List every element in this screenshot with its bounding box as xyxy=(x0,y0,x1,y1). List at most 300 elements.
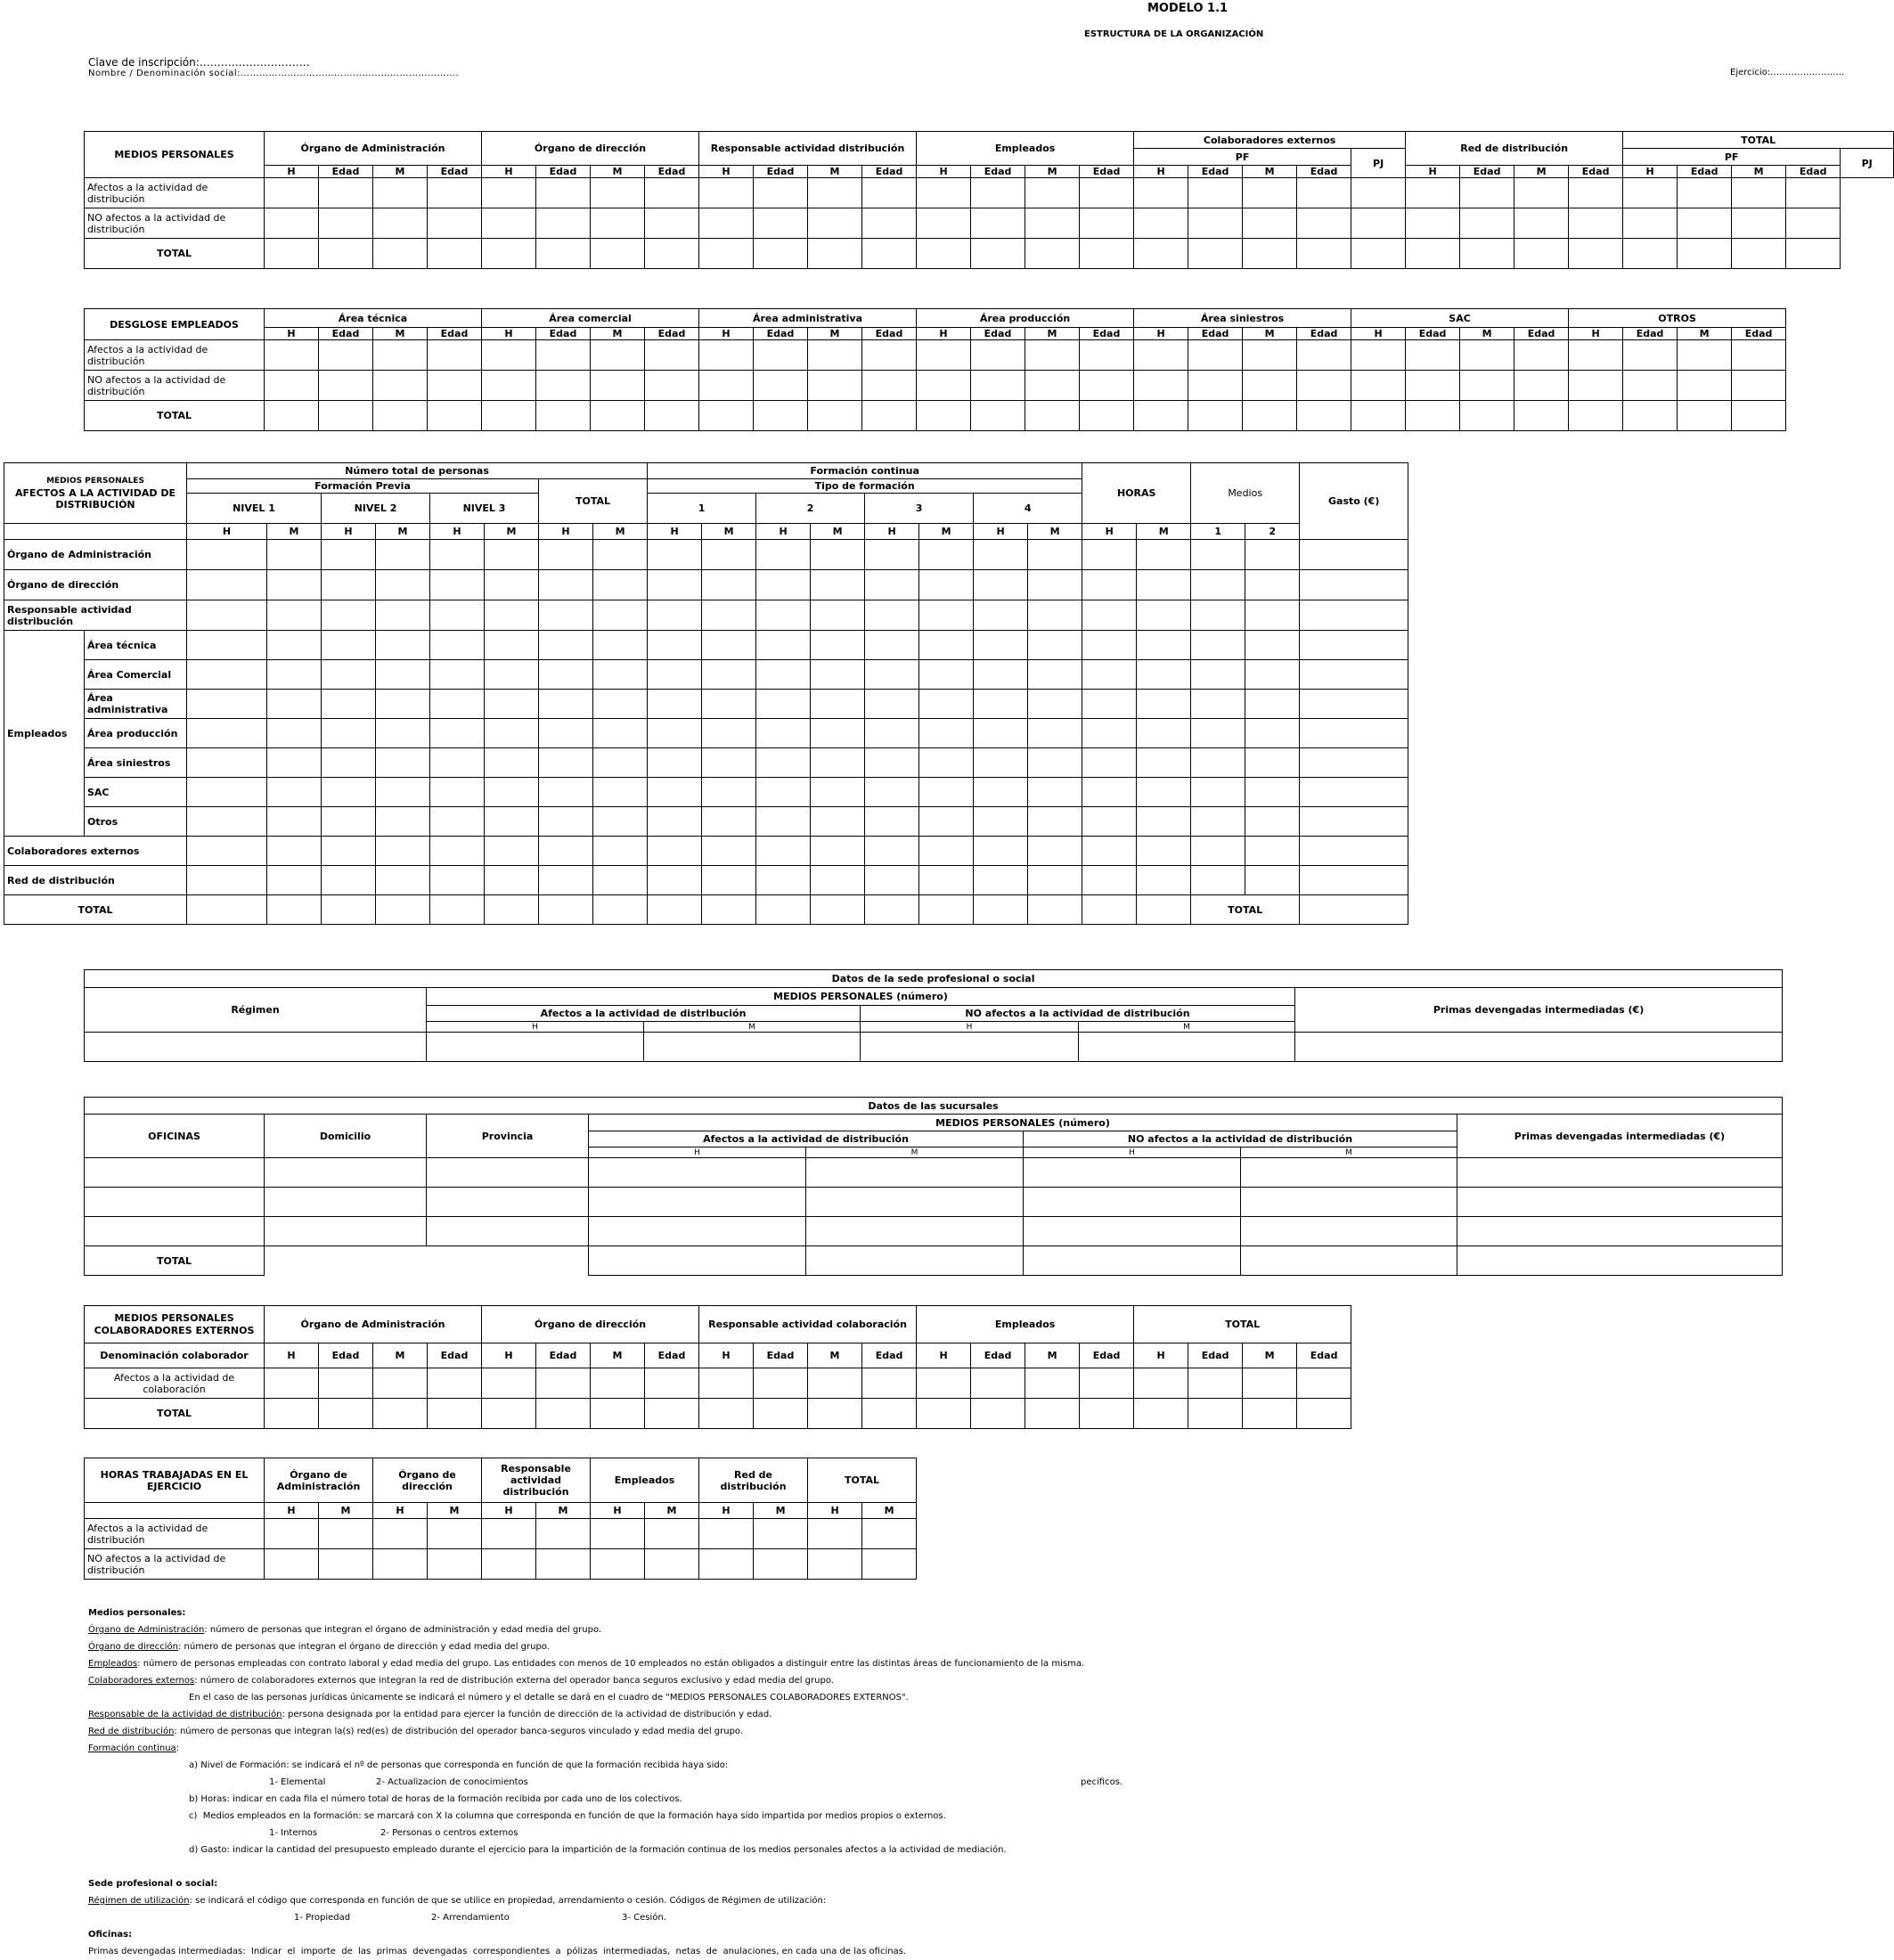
data-cell[interactable] xyxy=(1245,778,1300,807)
data-cell[interactable] xyxy=(754,1399,808,1429)
data-cell[interactable] xyxy=(862,371,917,401)
data-cell[interactable] xyxy=(648,895,702,925)
data-cell[interactable] xyxy=(1137,866,1191,895)
data-cell[interactable] xyxy=(702,660,756,690)
data-cell[interactable] xyxy=(1024,1217,1241,1246)
data-cell[interactable] xyxy=(1297,371,1351,401)
data-cell[interactable] xyxy=(811,748,865,778)
data-cell[interactable] xyxy=(428,239,482,269)
data-cell[interactable] xyxy=(644,1033,861,1062)
data-cell[interactable] xyxy=(1243,401,1297,431)
data-cell[interactable] xyxy=(756,748,811,778)
data-cell[interactable] xyxy=(593,631,648,660)
data-cell[interactable] xyxy=(645,1519,699,1549)
data-cell[interactable] xyxy=(1300,690,1408,719)
data-cell[interactable] xyxy=(1028,660,1082,690)
data-cell[interactable] xyxy=(917,371,971,401)
data-cell[interactable] xyxy=(265,1217,427,1246)
data-cell[interactable] xyxy=(430,719,485,748)
data-cell[interactable] xyxy=(865,866,919,895)
data-cell[interactable] xyxy=(1082,719,1137,748)
data-cell[interactable] xyxy=(699,178,754,208)
data-cell[interactable] xyxy=(428,208,482,239)
data-cell[interactable] xyxy=(591,401,645,431)
data-cell[interactable] xyxy=(865,807,919,837)
data-cell[interactable] xyxy=(1569,208,1623,239)
data-cell[interactable] xyxy=(1241,1217,1457,1246)
data-cell[interactable] xyxy=(1406,178,1460,208)
data-cell[interactable] xyxy=(1245,660,1300,690)
data-cell[interactable] xyxy=(1137,895,1191,925)
data-cell[interactable] xyxy=(593,837,648,866)
data-cell[interactable] xyxy=(1188,239,1243,269)
data-cell[interactable] xyxy=(85,1188,265,1217)
data-cell[interactable] xyxy=(187,837,267,866)
data-cell[interactable] xyxy=(971,401,1025,431)
data-cell[interactable] xyxy=(1678,371,1732,401)
data-cell[interactable] xyxy=(1137,600,1191,631)
data-cell[interactable] xyxy=(1241,1158,1457,1188)
data-cell[interactable] xyxy=(1137,748,1191,778)
data-cell[interactable] xyxy=(589,1246,806,1276)
data-cell[interactable] xyxy=(808,1368,862,1399)
data-cell[interactable] xyxy=(539,807,593,837)
data-cell[interactable] xyxy=(1406,340,1460,371)
data-cell[interactable] xyxy=(648,866,702,895)
data-cell[interactable] xyxy=(593,600,648,631)
data-cell[interactable] xyxy=(485,748,539,778)
data-cell[interactable] xyxy=(1080,371,1134,401)
data-cell[interactable] xyxy=(1025,371,1080,401)
data-cell[interactable] xyxy=(319,340,373,371)
data-cell[interactable] xyxy=(1134,340,1188,371)
data-cell[interactable] xyxy=(919,837,974,866)
data-cell[interactable] xyxy=(974,748,1028,778)
data-cell[interactable] xyxy=(373,208,428,239)
data-cell[interactable] xyxy=(862,208,917,239)
data-cell[interactable] xyxy=(430,778,485,807)
data-cell[interactable] xyxy=(648,748,702,778)
data-cell[interactable] xyxy=(1300,778,1408,807)
data-cell[interactable] xyxy=(1300,807,1408,837)
data-cell[interactable] xyxy=(1243,178,1297,208)
data-cell[interactable] xyxy=(319,208,373,239)
data-cell[interactable] xyxy=(1457,1158,1783,1188)
data-cell[interactable] xyxy=(1137,807,1191,837)
data-cell[interactable] xyxy=(428,1368,482,1399)
data-cell[interactable] xyxy=(265,401,319,431)
data-cell[interactable] xyxy=(1243,239,1297,269)
data-cell[interactable] xyxy=(1569,401,1623,431)
data-cell[interactable] xyxy=(536,178,591,208)
data-cell[interactable] xyxy=(1025,1368,1080,1399)
data-cell[interactable] xyxy=(267,631,322,660)
data-cell[interactable] xyxy=(267,895,322,925)
data-cell[interactable] xyxy=(539,748,593,778)
data-cell[interactable] xyxy=(1245,570,1300,600)
data-cell[interactable] xyxy=(974,895,1028,925)
data-cell[interactable] xyxy=(593,748,648,778)
data-cell[interactable] xyxy=(1024,1158,1241,1188)
data-cell[interactable] xyxy=(187,895,267,925)
data-cell[interactable] xyxy=(1569,371,1623,401)
data-cell[interactable] xyxy=(974,837,1028,866)
data-cell[interactable] xyxy=(1191,540,1245,570)
data-cell[interactable] xyxy=(536,208,591,239)
data-cell[interactable] xyxy=(1732,340,1786,371)
data-cell[interactable] xyxy=(699,239,754,269)
data-cell[interactable] xyxy=(591,178,645,208)
data-cell[interactable] xyxy=(1406,371,1460,401)
data-cell[interactable] xyxy=(482,1399,536,1429)
data-cell[interactable] xyxy=(811,895,865,925)
data-cell[interactable] xyxy=(756,778,811,807)
data-cell[interactable] xyxy=(1028,631,1082,660)
data-cell[interactable] xyxy=(702,600,756,631)
data-cell[interactable] xyxy=(593,895,648,925)
data-cell[interactable] xyxy=(1191,866,1245,895)
data-cell[interactable] xyxy=(702,719,756,748)
data-cell[interactable] xyxy=(1406,208,1460,239)
data-cell[interactable] xyxy=(1297,340,1351,371)
data-cell[interactable] xyxy=(1188,178,1243,208)
data-cell[interactable] xyxy=(376,600,430,631)
data-cell[interactable] xyxy=(756,837,811,866)
data-cell[interactable] xyxy=(376,660,430,690)
data-cell[interactable] xyxy=(1080,1368,1134,1399)
data-cell[interactable] xyxy=(919,631,974,660)
data-cell[interactable] xyxy=(1028,570,1082,600)
data-cell[interactable] xyxy=(919,719,974,748)
data-cell[interactable] xyxy=(485,895,539,925)
data-cell[interactable] xyxy=(1137,660,1191,690)
data-cell[interactable] xyxy=(699,1368,754,1399)
data-cell[interactable] xyxy=(1025,239,1080,269)
data-cell[interactable] xyxy=(756,895,811,925)
data-cell[interactable] xyxy=(1786,208,1841,239)
data-cell[interactable] xyxy=(430,748,485,778)
data-cell[interactable] xyxy=(593,778,648,807)
data-cell[interactable] xyxy=(1191,807,1245,837)
data-cell[interactable] xyxy=(917,239,971,269)
data-cell[interactable] xyxy=(756,719,811,748)
data-cell[interactable] xyxy=(1025,401,1080,431)
data-cell[interactable] xyxy=(539,600,593,631)
data-cell[interactable] xyxy=(591,208,645,239)
data-cell[interactable] xyxy=(322,600,376,631)
data-cell[interactable] xyxy=(322,866,376,895)
data-cell[interactable] xyxy=(376,807,430,837)
data-cell[interactable] xyxy=(591,371,645,401)
data-cell[interactable] xyxy=(430,660,485,690)
data-cell[interactable] xyxy=(971,208,1025,239)
data-cell[interactable] xyxy=(322,690,376,719)
data-cell[interactable] xyxy=(1243,208,1297,239)
data-cell[interactable] xyxy=(702,570,756,600)
data-cell[interactable] xyxy=(1351,239,1406,269)
data-cell[interactable] xyxy=(85,1217,265,1246)
data-cell[interactable] xyxy=(702,866,756,895)
data-cell[interactable] xyxy=(536,1519,591,1549)
data-cell[interactable] xyxy=(865,600,919,631)
data-cell[interactable] xyxy=(1134,1399,1188,1429)
data-cell[interactable] xyxy=(754,401,808,431)
data-cell[interactable] xyxy=(482,401,536,431)
data-cell[interactable] xyxy=(187,540,267,570)
data-cell[interactable] xyxy=(376,540,430,570)
data-cell[interactable] xyxy=(373,178,428,208)
data-cell[interactable] xyxy=(1460,239,1514,269)
data-cell[interactable] xyxy=(485,866,539,895)
data-cell[interactable] xyxy=(591,1368,645,1399)
data-cell[interactable] xyxy=(591,1549,645,1580)
data-cell[interactable] xyxy=(1623,208,1678,239)
data-cell[interactable] xyxy=(1188,371,1243,401)
data-cell[interactable] xyxy=(1623,239,1678,269)
data-cell[interactable] xyxy=(539,660,593,690)
data-cell[interactable] xyxy=(373,239,428,269)
data-cell[interactable] xyxy=(428,401,482,431)
data-cell[interactable] xyxy=(485,807,539,837)
data-cell[interactable] xyxy=(919,570,974,600)
data-cell[interactable] xyxy=(1300,631,1408,660)
data-cell[interactable] xyxy=(1080,401,1134,431)
data-cell[interactable] xyxy=(593,690,648,719)
data-cell[interactable] xyxy=(1732,371,1786,401)
data-cell[interactable] xyxy=(539,895,593,925)
data-cell[interactable] xyxy=(482,1368,536,1399)
data-cell[interactable] xyxy=(430,600,485,631)
data-cell[interactable] xyxy=(593,660,648,690)
data-cell[interactable] xyxy=(1300,866,1408,895)
data-cell[interactable] xyxy=(811,837,865,866)
data-cell[interactable] xyxy=(1243,1368,1297,1399)
data-cell[interactable] xyxy=(536,1549,591,1580)
data-cell[interactable] xyxy=(865,631,919,660)
data-cell[interactable] xyxy=(808,1549,862,1580)
data-cell[interactable] xyxy=(1028,748,1082,778)
data-cell[interactable] xyxy=(539,540,593,570)
data-cell[interactable] xyxy=(699,371,754,401)
data-cell[interactable] xyxy=(536,401,591,431)
data-cell[interactable] xyxy=(187,719,267,748)
data-cell[interactable] xyxy=(485,540,539,570)
data-cell[interactable] xyxy=(648,690,702,719)
data-cell[interactable] xyxy=(482,239,536,269)
data-cell[interactable] xyxy=(1678,340,1732,371)
data-cell[interactable] xyxy=(373,1549,428,1580)
data-cell[interactable] xyxy=(267,778,322,807)
data-cell[interactable] xyxy=(648,660,702,690)
data-cell[interactable] xyxy=(811,807,865,837)
data-cell[interactable] xyxy=(1082,570,1137,600)
regimen-input[interactable] xyxy=(85,1033,427,1062)
data-cell[interactable] xyxy=(319,1519,373,1549)
data-cell[interactable] xyxy=(806,1246,1024,1276)
data-cell[interactable] xyxy=(1514,239,1569,269)
data-cell[interactable] xyxy=(1457,1217,1783,1246)
data-cell[interactable] xyxy=(1300,748,1408,778)
data-cell[interactable] xyxy=(1243,340,1297,371)
data-cell[interactable] xyxy=(645,178,699,208)
data-cell[interactable] xyxy=(1188,208,1243,239)
data-cell[interactable] xyxy=(539,631,593,660)
data-cell[interactable] xyxy=(536,1399,591,1429)
data-cell[interactable] xyxy=(1191,719,1245,748)
data-cell[interactable] xyxy=(974,540,1028,570)
data-cell[interactable] xyxy=(319,178,373,208)
data-cell[interactable] xyxy=(430,807,485,837)
data-cell[interactable] xyxy=(1134,1368,1188,1399)
data-cell[interactable] xyxy=(1297,1399,1351,1429)
data-cell[interactable] xyxy=(702,631,756,660)
data-cell[interactable] xyxy=(754,1519,808,1549)
data-cell[interactable] xyxy=(265,178,319,208)
data-cell[interactable] xyxy=(536,1368,591,1399)
data-cell[interactable] xyxy=(430,631,485,660)
data-cell[interactable] xyxy=(754,1549,808,1580)
data-cell[interactable] xyxy=(1245,866,1300,895)
data-cell[interactable] xyxy=(319,1549,373,1580)
data-cell[interactable] xyxy=(1082,778,1137,807)
data-cell[interactable] xyxy=(322,837,376,866)
data-cell[interactable] xyxy=(1245,540,1300,570)
data-cell[interactable] xyxy=(1025,178,1080,208)
data-cell[interactable] xyxy=(428,1549,482,1580)
data-cell[interactable] xyxy=(645,1368,699,1399)
data-cell[interactable] xyxy=(1406,401,1460,431)
data-cell[interactable] xyxy=(1082,748,1137,778)
data-cell[interactable] xyxy=(187,660,267,690)
data-cell[interactable] xyxy=(589,1217,806,1246)
data-cell[interactable] xyxy=(267,837,322,866)
data-cell[interactable] xyxy=(919,866,974,895)
data-cell[interactable] xyxy=(1351,371,1406,401)
data-cell[interactable] xyxy=(1137,778,1191,807)
data-cell[interactable] xyxy=(917,1368,971,1399)
data-cell[interactable] xyxy=(971,239,1025,269)
data-cell[interactable] xyxy=(1082,600,1137,631)
data-cell[interactable] xyxy=(1300,895,1408,925)
data-cell[interactable] xyxy=(1134,208,1188,239)
data-cell[interactable] xyxy=(319,371,373,401)
data-cell[interactable] xyxy=(756,540,811,570)
data-cell[interactable] xyxy=(1028,540,1082,570)
data-cell[interactable] xyxy=(1732,239,1786,269)
data-cell[interactable] xyxy=(861,1033,1079,1062)
data-cell[interactable] xyxy=(811,600,865,631)
data-cell[interactable] xyxy=(485,570,539,600)
data-cell[interactable] xyxy=(267,807,322,837)
data-cell[interactable] xyxy=(1028,719,1082,748)
data-cell[interactable] xyxy=(1623,178,1678,208)
data-cell[interactable] xyxy=(1137,631,1191,660)
data-cell[interactable] xyxy=(699,401,754,431)
data-cell[interactable] xyxy=(971,178,1025,208)
data-cell[interactable] xyxy=(1025,1399,1080,1429)
data-cell[interactable] xyxy=(376,748,430,778)
data-cell[interactable] xyxy=(865,837,919,866)
data-cell[interactable] xyxy=(756,690,811,719)
data-cell[interactable] xyxy=(322,748,376,778)
data-cell[interactable] xyxy=(974,660,1028,690)
data-cell[interactable] xyxy=(648,570,702,600)
data-cell[interactable] xyxy=(1080,1399,1134,1429)
data-cell[interactable] xyxy=(974,719,1028,748)
data-cell[interactable] xyxy=(1460,371,1514,401)
data-cell[interactable] xyxy=(1188,401,1243,431)
data-cell[interactable] xyxy=(919,690,974,719)
data-cell[interactable] xyxy=(1300,837,1408,866)
data-cell[interactable] xyxy=(811,660,865,690)
data-cell[interactable] xyxy=(862,1399,917,1429)
data-cell[interactable] xyxy=(267,600,322,631)
data-cell[interactable] xyxy=(1351,178,1406,208)
data-cell[interactable] xyxy=(430,540,485,570)
data-cell[interactable] xyxy=(1191,778,1245,807)
data-cell[interactable] xyxy=(917,401,971,431)
data-cell[interactable] xyxy=(322,895,376,925)
data-cell[interactable] xyxy=(862,1549,917,1580)
data-cell[interactable] xyxy=(265,371,319,401)
data-cell[interactable] xyxy=(1514,178,1569,208)
data-cell[interactable] xyxy=(645,1549,699,1580)
data-cell[interactable] xyxy=(1245,600,1300,631)
data-cell[interactable] xyxy=(1406,239,1460,269)
data-cell[interactable] xyxy=(428,1399,482,1429)
data-cell[interactable] xyxy=(591,340,645,371)
data-cell[interactable] xyxy=(1514,371,1569,401)
data-cell[interactable] xyxy=(539,690,593,719)
data-cell[interactable] xyxy=(971,1368,1025,1399)
data-cell[interactable] xyxy=(865,895,919,925)
data-cell[interactable] xyxy=(428,371,482,401)
data-cell[interactable] xyxy=(756,570,811,600)
data-cell[interactable] xyxy=(265,1158,427,1188)
data-cell[interactable] xyxy=(376,837,430,866)
data-cell[interactable] xyxy=(806,1158,1024,1188)
data-cell[interactable] xyxy=(187,866,267,895)
data-cell[interactable] xyxy=(699,1519,754,1549)
data-cell[interactable] xyxy=(1080,239,1134,269)
data-cell[interactable] xyxy=(267,719,322,748)
data-cell[interactable] xyxy=(974,807,1028,837)
data-cell[interactable] xyxy=(589,1158,806,1188)
data-cell[interactable] xyxy=(1191,660,1245,690)
data-cell[interactable] xyxy=(1245,690,1300,719)
data-cell[interactable] xyxy=(1297,208,1351,239)
data-cell[interactable] xyxy=(808,1399,862,1429)
data-cell[interactable] xyxy=(971,1399,1025,1429)
data-cell[interactable] xyxy=(1297,178,1351,208)
data-cell[interactable] xyxy=(1514,401,1569,431)
data-cell[interactable] xyxy=(917,208,971,239)
data-cell[interactable] xyxy=(1623,340,1678,371)
data-cell[interactable] xyxy=(593,719,648,748)
data-cell[interactable] xyxy=(811,631,865,660)
data-cell[interactable] xyxy=(754,239,808,269)
data-cell[interactable] xyxy=(322,540,376,570)
data-cell[interactable] xyxy=(811,719,865,748)
data-cell[interactable] xyxy=(1569,239,1623,269)
data-cell[interactable] xyxy=(648,600,702,631)
data-cell[interactable] xyxy=(917,178,971,208)
data-cell[interactable] xyxy=(702,690,756,719)
data-cell[interactable] xyxy=(1082,690,1137,719)
data-cell[interactable] xyxy=(1028,600,1082,631)
data-cell[interactable] xyxy=(811,778,865,807)
data-cell[interactable] xyxy=(974,570,1028,600)
